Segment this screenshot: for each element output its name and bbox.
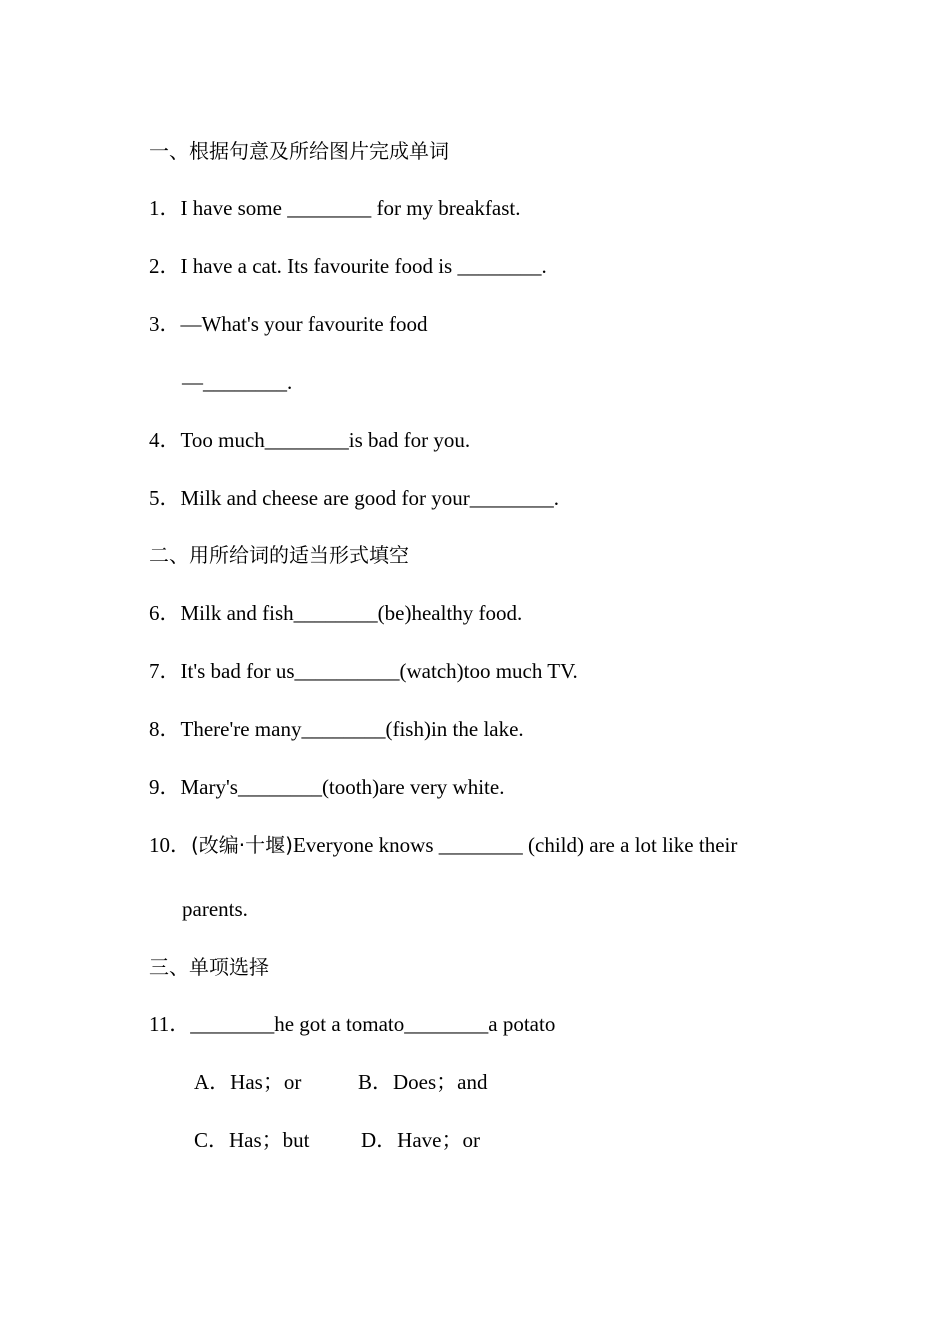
option-b: B．Does；and [358,1070,488,1094]
question-9: 9．Mary's________(tooth)are very white. [149,775,505,799]
question-11: 11．________he got a tomato________a potato [149,1012,556,1036]
question-7: 7．It's bad for us__________(watch)too much TV. [149,659,578,683]
section-heading-1: 一、根据句意及所给图片完成单词 [149,139,449,163]
section-heading-3: 三、单项选择 [149,955,269,979]
question-10-number: 10． [149,833,191,857]
question-8: 8．There're many________(fish)in the lake. [149,717,524,741]
question-6: 6．Milk and fish________(be)healthy food. [149,601,523,625]
question-4: 4．Too much________is bad for you. [149,428,471,452]
option-d: D．Have；or [361,1128,480,1152]
question-10-source: (改编·十堰) [191,833,293,857]
question-3: 3．—What's your favourite food [149,312,428,336]
option-a: A．Has；or [194,1070,302,1094]
question-10-text: Everyone knows ________ (child) are a lot like their [292,833,738,857]
question-1: 1．I have some ________ for my breakfast. [149,196,521,220]
question-3-answer-line: —________. [182,370,293,394]
section-heading-2: 二、用所给词的适当形式填空 [149,543,409,567]
option-c: C．Has；but [194,1128,310,1152]
question-10-continuation: parents. [182,897,248,921]
question-5: 5．Milk and cheese are good for your________. [149,486,559,510]
question-10 [149,833,737,857]
question-2: 2．I have a cat. Its favourite food is ________. [149,254,547,278]
